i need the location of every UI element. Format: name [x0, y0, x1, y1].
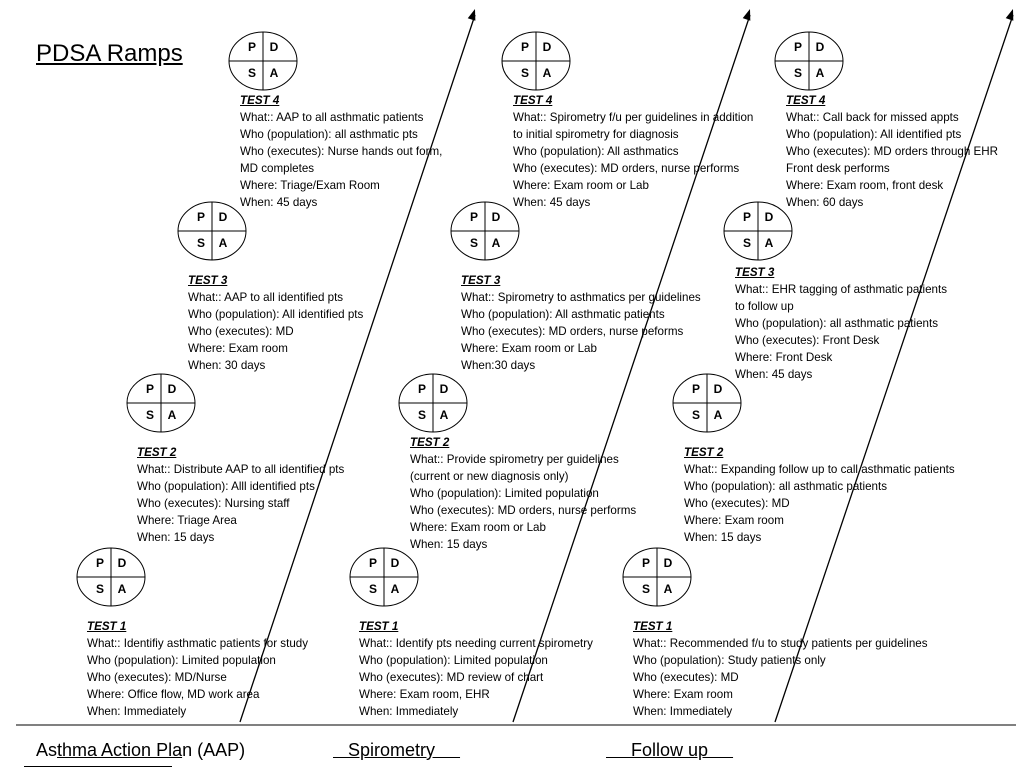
test-line: When: Immediately: [87, 705, 187, 718]
test-line: What:: Distribute AAP to all identified pts: [137, 463, 345, 476]
test-line: Who (executes): Front Desk: [735, 334, 880, 347]
pdsa-cycle-icon: [229, 32, 297, 90]
test-label: TEST 4: [513, 94, 553, 107]
test-line: What:: Spirometry f/u per guidelines in addition: [513, 111, 754, 124]
pdsa-letter: D: [167, 382, 177, 397]
test-label: TEST 1: [87, 620, 127, 633]
pdsa-letter: A: [117, 582, 127, 597]
pdsa-letter: A: [663, 582, 673, 597]
pdsa-letter: P: [247, 40, 257, 55]
test-label: TEST 3: [188, 274, 228, 287]
test-line: Who (executes): MD: [188, 325, 294, 338]
pdsa-letter: S: [742, 236, 752, 251]
test-line: Who (executes): MD/Nurse: [87, 671, 227, 684]
test-line: MD completes: [240, 162, 315, 175]
test-line: When: Immediately: [359, 705, 459, 718]
test-line: Where: Exam room or Lab: [461, 342, 597, 355]
pdsa-letter: P: [95, 556, 105, 571]
test-line: Who (population): Limited population: [410, 487, 599, 500]
test-label: TEST 2: [137, 446, 177, 459]
test-label: TEST 4: [786, 94, 826, 107]
pdsa-letter: S: [793, 66, 803, 81]
test-line: Who (population): all asthmatic patients: [684, 480, 887, 493]
pdsa-cycle-icon: [178, 202, 246, 260]
pdsa-cycle-icon: [127, 374, 195, 432]
test-label: TEST 4: [240, 94, 280, 107]
test-line: Who (executes): MD orders through EHR: [786, 145, 998, 158]
test-line: Where: Exam room or Lab: [513, 179, 649, 192]
test-block-follow-up-4: [786, 92, 998, 211]
pdsa-letter: P: [196, 210, 206, 225]
arrowhead-icon: [1006, 9, 1014, 21]
test-label: TEST 2: [684, 446, 724, 459]
test-block-aap-3: [188, 272, 363, 374]
pdsa-letter: A: [764, 236, 774, 251]
test-label: TEST 3: [735, 266, 775, 279]
pdsa-letter: A: [815, 66, 825, 81]
test-line: Who (executes): MD: [684, 497, 790, 510]
test-label: TEST 3: [461, 274, 501, 287]
test-line: Where: Front Desk: [735, 351, 833, 364]
test-line: Where: Exam room: [633, 688, 733, 701]
pdsa-letter: D: [269, 40, 279, 55]
pdsa-letter: A: [542, 66, 552, 81]
test-line: What:: Identifiy asthmatic patients for study: [87, 637, 309, 650]
test-line: When: 15 days: [410, 538, 488, 551]
pdsa-letter: S: [469, 236, 479, 251]
ramp-label-spirometry: Spirometry: [333, 740, 461, 760]
pdsa-letter: S: [95, 582, 105, 597]
test-line: When: 45 days: [240, 196, 318, 209]
test-label: TEST 1: [633, 620, 673, 633]
arrowhead-icon: [743, 9, 751, 21]
ramp-label-aap: Asthma Action Plan (AAP): [36, 740, 246, 760]
test-line: What:: AAP to all asthmatic patients: [240, 111, 424, 124]
pdsa-letter: S: [417, 408, 427, 423]
test-line: Who (population): Alll identified pts: [137, 480, 315, 493]
pdsa-letter: P: [641, 556, 651, 571]
arrowhead-icon: [468, 9, 476, 21]
pdsa-cycle-icon: [673, 374, 741, 432]
pdsa-letter: A: [713, 408, 723, 423]
test-line: Who (population): All asthmatic patients: [461, 308, 665, 321]
pdsa-letter: A: [218, 236, 228, 251]
pdsa-letter: S: [641, 582, 651, 597]
test-label: TEST 1: [359, 620, 399, 633]
test-line: Where: Office flow, MD work area: [87, 688, 260, 701]
test-line: Where: Exam room, front desk: [786, 179, 944, 192]
test-line: When: 15 days: [684, 531, 762, 544]
ramp-label-follow-up: Follow up: [606, 740, 734, 760]
test-line: When: 45 days: [513, 196, 591, 209]
test-line: Who (executes): MD: [633, 671, 739, 684]
pdsa-cycle-icon: [623, 548, 691, 606]
pdsa-letter: A: [491, 236, 501, 251]
pdsa-letter: P: [469, 210, 479, 225]
test-line: Who (executes): MD orders, nurse peforms: [461, 325, 684, 338]
test-line: What:: Identify pts needing current spirometry: [359, 637, 593, 650]
test-line: Who (population): All asthmatics: [513, 145, 679, 158]
pdsa-letter: D: [663, 556, 673, 571]
pdsa-letter: D: [815, 40, 825, 55]
test-line: Who (executes): Nurse hands out form,: [240, 145, 443, 158]
pdsa-cycle-icon: [399, 374, 467, 432]
test-block-spirometry-1: [359, 618, 593, 720]
pdsa-letter: P: [742, 210, 752, 225]
pdsa-letter: D: [713, 382, 723, 397]
test-line: Front desk performs: [786, 162, 890, 175]
test-block-follow-up-1: [633, 618, 928, 720]
test-line: What:: Spirometry to asthmatics per guidelines: [461, 291, 701, 304]
test-block-spirometry-2: [410, 434, 636, 553]
pdsa-letter: D: [218, 210, 228, 225]
pdsa-letter: D: [764, 210, 774, 225]
pdsa-letter: P: [793, 40, 803, 55]
pdsa-cycle-icon: [502, 32, 570, 90]
test-line: What:: Recommended f/u to study patients per guidelines: [633, 637, 928, 650]
test-block-follow-up-2: [684, 444, 955, 546]
test-line: Who (population): All identified pts: [188, 308, 364, 321]
pdsa-letter: D: [542, 40, 552, 55]
test-line: to initial spirometry for diagnosis: [513, 128, 679, 141]
pdsa-letter: A: [269, 66, 279, 81]
pdsa-letter: D: [117, 556, 127, 571]
pdsa-letter: D: [491, 210, 501, 225]
test-line: Where: Exam room: [684, 514, 784, 527]
pdsa-letter: S: [196, 236, 206, 251]
footer-underline: [24, 766, 172, 767]
pdsa-letter: A: [439, 408, 449, 423]
pdsa-cycle-icon: [451, 202, 519, 260]
pdsa-cycle-icon: [350, 548, 418, 606]
test-line: Who (executes): Nursing staff: [137, 497, 290, 510]
test-line: What:: Call back for missed appts: [786, 111, 959, 124]
pdsa-letter: P: [520, 40, 530, 55]
pdsa-letter: S: [520, 66, 530, 81]
pdsa-cycle-icon: [77, 548, 145, 606]
pdsa-letter: A: [390, 582, 400, 597]
test-block-aap-4: [240, 92, 442, 211]
pdsa-letter: S: [368, 582, 378, 597]
test-line: Who (population): all asthmatic pts: [240, 128, 418, 141]
test-line: When: Immediately: [633, 705, 733, 718]
test-line: Where: Triage/Exam Room: [240, 179, 380, 192]
pdsa-letter: D: [439, 382, 449, 397]
test-line: Who (population): Study patients only: [633, 654, 826, 667]
pdsa-cycle-icon: [775, 32, 843, 90]
test-line: to follow up: [735, 300, 794, 313]
page-title: PDSA Ramps: [36, 40, 183, 67]
test-line: Who (executes): MD orders, nurse performs: [513, 162, 740, 175]
test-line: Where: Exam room or Lab: [410, 521, 546, 534]
test-label: TEST 2: [410, 436, 450, 449]
test-line: What:: Expanding follow up to call asthmatic patients: [684, 463, 955, 476]
test-line: Who (population): Limited population: [87, 654, 276, 667]
test-line: Who (executes): MD review of chart: [359, 671, 544, 684]
pdsa-letter: S: [247, 66, 257, 81]
test-block-aap-1: [87, 618, 308, 720]
pdsa-letter: D: [390, 556, 400, 571]
test-line: Where: Exam room, EHR: [359, 688, 490, 701]
test-line: What:: AAP to all identified pts: [188, 291, 344, 304]
pdsa-letter: P: [691, 382, 701, 397]
test-line: What:: Provide spirometry per guidelines: [410, 453, 619, 466]
test-line: Who (population): Limited population: [359, 654, 548, 667]
test-line: Who (population): all asthmatic patients: [735, 317, 938, 330]
test-line: What:: EHR tagging of asthmatic patients: [735, 283, 948, 296]
pdsa-letter: P: [368, 556, 378, 571]
test-line: When: 30 days: [188, 359, 266, 372]
test-line: Where: Exam room: [188, 342, 288, 355]
test-line: When: 45 days: [735, 368, 813, 381]
test-block-aap-2: [137, 444, 344, 546]
test-line: When:30 days: [461, 359, 536, 372]
test-line: Who (population): All identified pts: [786, 128, 962, 141]
pdsa-letter: A: [167, 408, 177, 423]
pdsa-letter: S: [145, 408, 155, 423]
test-block-follow-up-3: [735, 264, 947, 383]
test-line: When: 60 days: [786, 196, 864, 209]
test-block-spirometry-4: [513, 92, 753, 211]
test-line: Who (executes): MD orders, nurse performs: [410, 504, 637, 517]
pdsa-letter: P: [145, 382, 155, 397]
test-line: When: 15 days: [137, 531, 215, 544]
pdsa-letter: S: [691, 408, 701, 423]
pdsa-letter: P: [417, 382, 427, 397]
test-line: (current or new diagnosis only): [410, 470, 569, 483]
test-block-spirometry-3: [461, 272, 701, 374]
test-line: Where: Triage Area: [137, 514, 237, 527]
